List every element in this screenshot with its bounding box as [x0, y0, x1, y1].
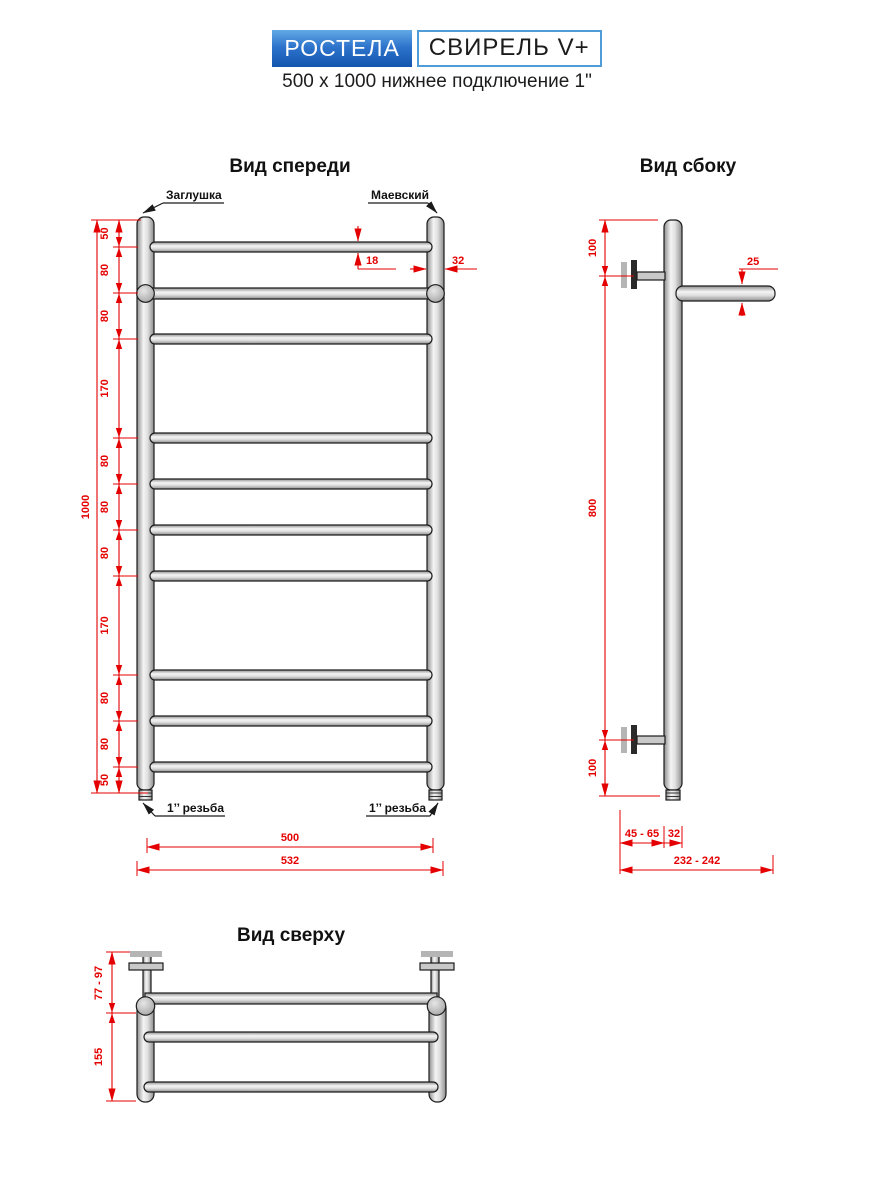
bracket-flange [631, 260, 637, 289]
rung [150, 716, 432, 726]
rung [150, 242, 432, 252]
front-dim-chain [99, 220, 138, 793]
model-name: СВИРЕЛЬ V+ [428, 34, 590, 61]
top-middle-bar [144, 1032, 438, 1042]
dim-seg: 80 [99, 546, 111, 560]
plug-label: Заглушка [166, 188, 222, 202]
top-rear-bar [145, 993, 437, 1004]
dim-100-top: 100 [587, 238, 599, 258]
top-dim-chain [93, 952, 136, 1101]
front-view-title: Вид спереди [229, 156, 351, 177]
top-view-title: Вид сверху [236, 925, 346, 946]
wall-plate [130, 951, 162, 957]
bracket-flange [420, 963, 454, 970]
right-boss [427, 997, 445, 1015]
dim-155: 155 [93, 1047, 105, 1067]
front-dim-overall-width [137, 855, 443, 876]
front-dim-center-distance [147, 832, 433, 853]
dim-seg: 170 [99, 379, 111, 398]
dim-seg: 80 [99, 691, 111, 705]
dim-18: 18 [366, 255, 379, 267]
thread-label-right: 1’’ резьба [369, 801, 426, 815]
front-left-post [137, 217, 154, 790]
side-view [587, 156, 778, 874]
dim-seg: 80 [99, 263, 111, 277]
dim-100-bottom: 100 [587, 758, 599, 778]
top-view [93, 925, 454, 1102]
dim-seg: 80 [99, 500, 111, 514]
rung [150, 670, 432, 680]
side-post [664, 220, 682, 790]
front-view [80, 156, 477, 876]
dim-800: 800 [587, 498, 599, 518]
side-shelf-bar [676, 286, 775, 301]
side-dim-depth [620, 810, 773, 874]
model-badge [417, 30, 602, 67]
dim-77-97: 77 - 97 [93, 965, 105, 1001]
dim-232-242: 232 - 242 [673, 855, 721, 867]
plug-callout [143, 188, 224, 213]
dim-seg: 50 [99, 773, 111, 787]
side-view-title: Вид сбоку [639, 156, 737, 177]
dim-seg: 80 [99, 454, 111, 468]
side-thread [666, 790, 680, 800]
front-right-thread [429, 790, 442, 800]
left-boss [136, 997, 154, 1015]
dim-32-side: 32 [667, 828, 681, 840]
header [0, 30, 874, 67]
drawing-subtitle: 500 x 1000 нижнее подключение 1" [282, 71, 592, 92]
thread-label-left: 1’’ резьба [167, 801, 224, 815]
top-front-bar [144, 1082, 438, 1092]
dim-500: 500 [280, 832, 300, 844]
bracket-arm [637, 736, 665, 744]
dim-seg: 50 [99, 227, 111, 240]
rung [150, 479, 432, 489]
air-valve-callout [368, 188, 437, 213]
wall-plate [621, 262, 627, 288]
dim-45-65: 45 - 65 [624, 828, 660, 840]
side-top-bracket [621, 260, 665, 289]
dim-1000: 1000 [80, 494, 92, 520]
right-boss [427, 285, 445, 303]
brand-name: РОСТЕЛА [284, 34, 400, 61]
left-boss [137, 285, 155, 303]
brand-badge [272, 30, 411, 67]
rung [150, 762, 432, 772]
front-rungs [150, 242, 432, 772]
dim-seg: 80 [99, 309, 111, 323]
rung [150, 571, 432, 581]
thread-callout-right [366, 801, 438, 816]
front-shelf-bar [137, 285, 445, 303]
dim-32: 32 [452, 255, 465, 267]
rung [150, 525, 432, 535]
dim-25: 25 [747, 256, 760, 268]
front-left-thread [139, 790, 152, 800]
dim-seg: 170 [99, 616, 111, 635]
bracket-arm [637, 272, 665, 280]
wall-plate [421, 951, 453, 957]
rung [150, 433, 432, 443]
air-valve-label: Маевский [371, 188, 430, 202]
thread-callout-left [143, 801, 225, 816]
dim-532: 532 [280, 855, 300, 867]
rung [150, 334, 432, 344]
bracket-flange [129, 963, 163, 970]
front-right-post [427, 217, 444, 790]
side-dim-chain [587, 220, 660, 796]
dim-seg: 80 [99, 737, 111, 751]
